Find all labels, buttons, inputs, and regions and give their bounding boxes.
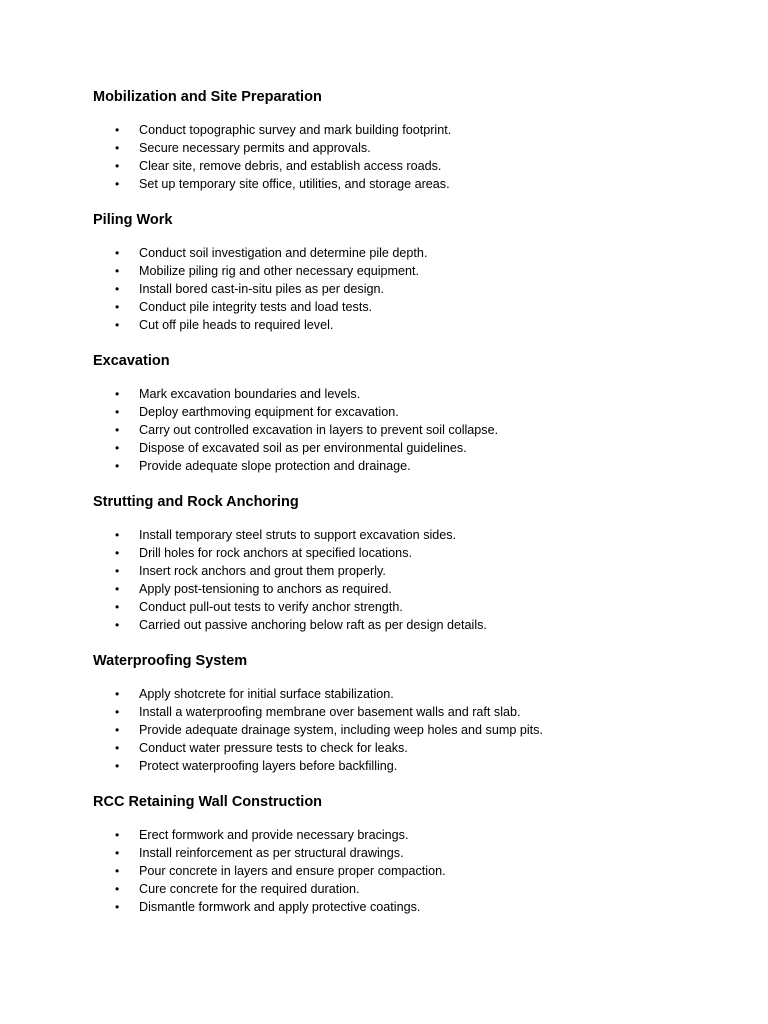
bullet-icon: •: [115, 900, 120, 914]
section: [93, 86, 733, 193]
bullet-list: [93, 526, 733, 634]
bullet-list: [93, 385, 733, 475]
bullet-icon: •: [115, 705, 120, 719]
list-item: [93, 898, 733, 916]
bullet-icon: •: [115, 459, 120, 473]
bullet-icon: •: [115, 264, 120, 278]
section: [93, 209, 733, 334]
list-item: [93, 721, 733, 739]
list-item-text: Apply shotcrete for initial surface stabilization.: [139, 687, 394, 701]
bullet-icon: •: [115, 387, 120, 401]
list-item: [93, 139, 733, 157]
bullet-icon: •: [115, 141, 120, 155]
list-item-text: Mark excavation boundaries and levels.: [139, 387, 361, 401]
bullet-icon: •: [115, 282, 120, 296]
bullet-icon: •: [115, 546, 120, 560]
list-item: [93, 598, 733, 616]
list-item: [93, 298, 733, 316]
bullet-icon: •: [115, 882, 120, 896]
section-heading: Waterproofing System: [93, 653, 248, 669]
section: [93, 491, 733, 634]
list-item: [93, 757, 733, 775]
list-item: [93, 262, 733, 280]
bullet-list: [93, 826, 733, 916]
list-item: [93, 880, 733, 898]
bullet-icon: •: [115, 759, 120, 773]
list-item: [93, 685, 733, 703]
bullet-icon: •: [115, 846, 120, 860]
list-item-text: Conduct pull-out tests to verify anchor strength.: [139, 600, 403, 614]
list-item-text: Install a waterproofing membrane over basement walls and raft slab.: [139, 705, 521, 719]
list-item: [93, 844, 733, 862]
list-item: [93, 280, 733, 298]
bullet-icon: •: [115, 123, 120, 137]
section: [93, 650, 733, 775]
list-item: [93, 562, 733, 580]
list-item-text: Cure concrete for the required duration.: [139, 882, 360, 896]
list-item-text: Install temporary steel struts to support excavation sides.: [139, 528, 457, 542]
list-item-text: Install reinforcement as per structural drawings.: [139, 846, 404, 860]
bullet-icon: •: [115, 423, 120, 437]
list-item-text: Apply post-tensioning to anchors as required.: [139, 582, 392, 596]
bullet-icon: •: [115, 687, 120, 701]
list-item-text: Provide adequate drainage system, including weep holes and sump pits.: [139, 723, 543, 737]
section-heading: Mobilization and Site Preparation: [93, 89, 322, 105]
section: [93, 350, 733, 475]
list-item-text: Set up temporary site office, utilities, and storage areas.: [139, 177, 450, 191]
bullet-icon: •: [115, 405, 120, 419]
list-item-text: Carry out controlled excavation in layers to prevent soil collapse.: [139, 423, 499, 437]
list-item-text: Install bored cast-in-situ piles as per design.: [139, 282, 385, 296]
list-item-text: Carried out passive anchoring below raft as per design details.: [139, 618, 487, 632]
list-item-text: Provide adequate slope protection and drainage.: [139, 459, 411, 473]
list-item-text: Protect waterproofing layers before backfilling.: [139, 759, 398, 773]
bullet-icon: •: [115, 582, 120, 596]
document-content: [93, 86, 733, 932]
bullet-icon: •: [115, 318, 120, 332]
list-item: [93, 175, 733, 193]
list-item: [93, 316, 733, 334]
list-item: [93, 457, 733, 475]
section-heading: Piling Work: [93, 212, 173, 228]
list-item: [93, 580, 733, 598]
list-item-text: Mobilize piling rig and other necessary equipment.: [139, 264, 420, 278]
section: [93, 791, 733, 916]
bullet-icon: •: [115, 618, 120, 632]
bullet-icon: •: [115, 246, 120, 260]
list-item-text: Pour concrete in layers and ensure proper compaction.: [139, 864, 446, 878]
section-heading: Strutting and Rock Anchoring: [93, 494, 299, 510]
list-item: [93, 403, 733, 421]
list-item: [93, 421, 733, 439]
bullet-list: [93, 121, 733, 193]
list-item: [93, 121, 733, 139]
list-item-text: Erect formwork and provide necessary bracings.: [139, 828, 409, 842]
list-item-text: Insert rock anchors and grout them properly.: [139, 564, 386, 578]
list-item: [93, 862, 733, 880]
bullet-icon: •: [115, 864, 120, 878]
bullet-icon: •: [115, 600, 120, 614]
list-item: [93, 244, 733, 262]
list-item: [93, 526, 733, 544]
list-item: [93, 826, 733, 844]
list-item-text: Dispose of excavated soil as per environmental guidelines.: [139, 441, 467, 455]
list-item-text: Conduct water pressure tests to check for leaks.: [139, 741, 408, 755]
bullet-list: [93, 244, 733, 334]
list-item-text: Secure necessary permits and approvals.: [139, 141, 371, 155]
list-item: [93, 703, 733, 721]
list-item-text: Conduct soil investigation and determine pile depth.: [139, 246, 428, 260]
list-item-text: Clear site, remove debris, and establish access roads.: [139, 159, 442, 173]
bullet-icon: •: [115, 300, 120, 314]
bullet-icon: •: [115, 564, 120, 578]
bullet-icon: •: [115, 159, 120, 173]
section-heading: RCC Retaining Wall Construction: [93, 794, 323, 810]
bullet-icon: •: [115, 528, 120, 542]
bullet-list: [93, 685, 733, 775]
section-heading: Excavation: [93, 353, 170, 369]
list-item-text: Dismantle formwork and apply protective coatings.: [139, 900, 421, 914]
bullet-icon: •: [115, 741, 120, 755]
bullet-icon: •: [115, 441, 120, 455]
list-item: [93, 739, 733, 757]
list-item-text: Deploy earthmoving equipment for excavation.: [139, 405, 399, 419]
list-item-text: Drill holes for rock anchors at specified locations.: [139, 546, 412, 560]
list-item: [93, 616, 733, 634]
list-item-text: Cut off pile heads to required level.: [139, 318, 334, 332]
list-item-text: Conduct pile integrity tests and load tests.: [139, 300, 373, 314]
bullet-icon: •: [115, 723, 120, 737]
list-item: [93, 385, 733, 403]
list-item: [93, 439, 733, 457]
bullet-icon: •: [115, 828, 120, 842]
list-item-text: Conduct topographic survey and mark building footprint.: [139, 123, 452, 137]
list-item: [93, 544, 733, 562]
list-item: [93, 157, 733, 175]
bullet-icon: •: [115, 177, 120, 191]
